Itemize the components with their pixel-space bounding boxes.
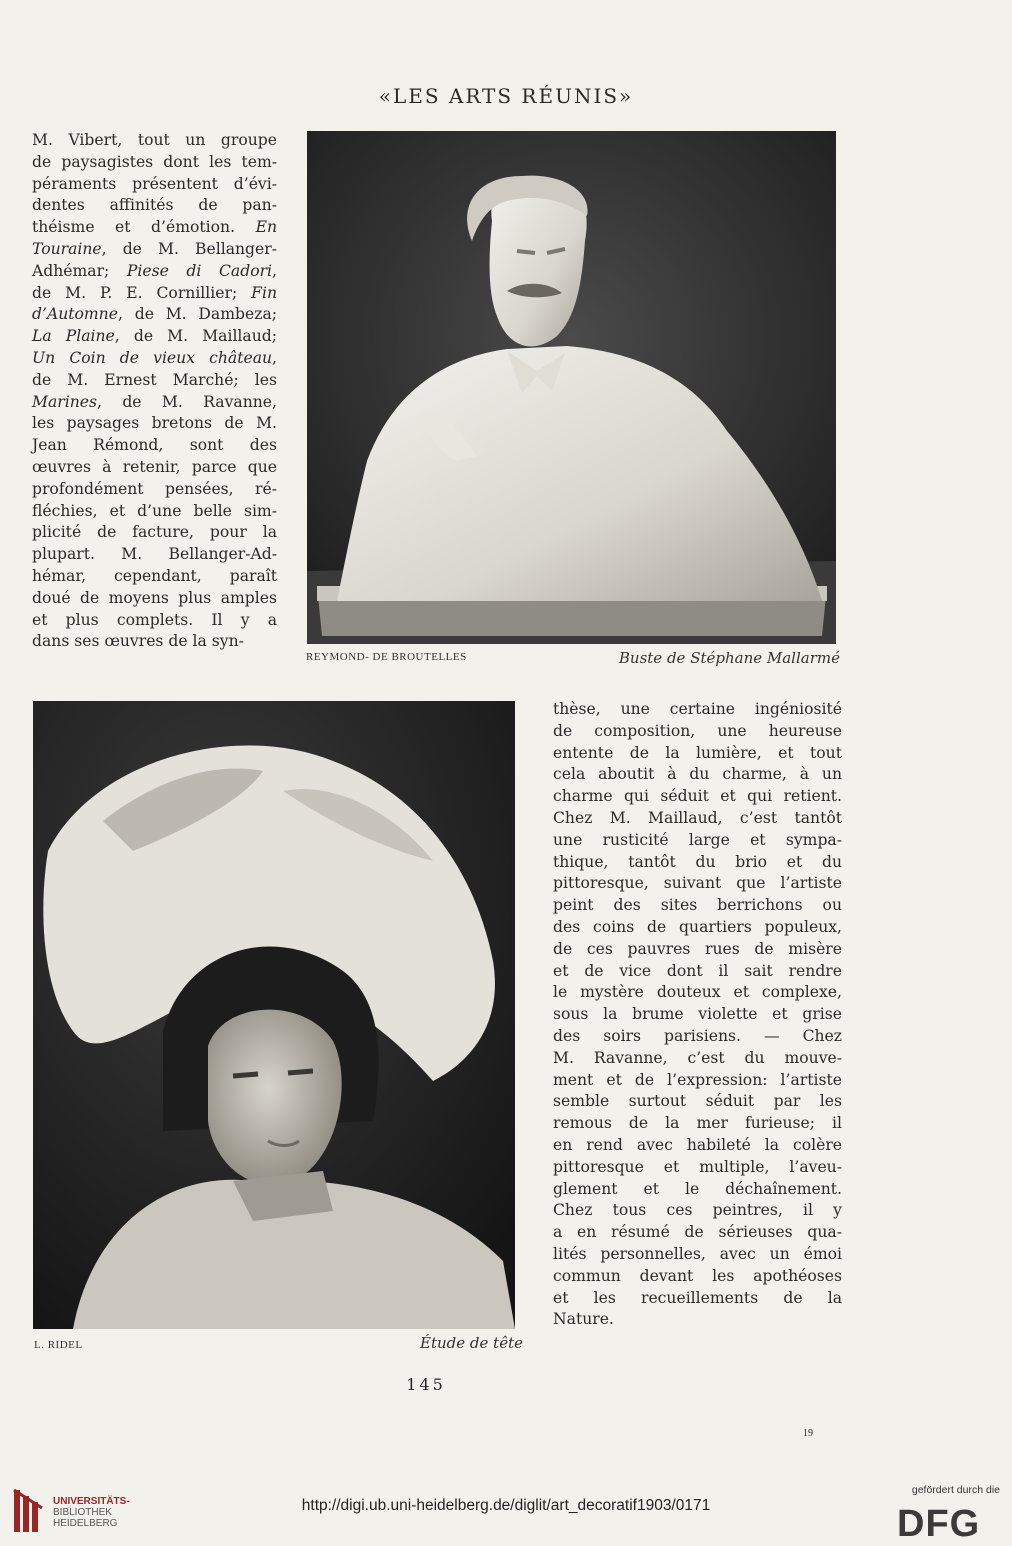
text-line: [553, 1266, 842, 1288]
text-run: commun devant les apothéoses: [553, 1266, 842, 1285]
text-run: charme qui séduit et qui retient.: [553, 787, 842, 806]
text-line: [553, 1135, 842, 1157]
text-line: [32, 174, 277, 196]
text-line: [553, 1200, 842, 1222]
text-line: [553, 1309, 842, 1331]
left-text-column: [32, 130, 277, 653]
text-run: pittoresque, suivant que l’artiste: [553, 874, 842, 893]
signature-mark: 19: [803, 1428, 813, 1439]
text-run: les paysages bretons de M.: [32, 414, 277, 433]
text-run: plicité de facture, pour la: [32, 523, 277, 542]
italic-title: Un Coin de vieux château: [32, 348, 273, 367]
text-line: [32, 348, 277, 370]
text-run: une rusticité large et sympa-: [553, 830, 842, 849]
text-line: [32, 457, 277, 479]
text-run: Chez M. Maillaud, c’est tantôt: [553, 808, 842, 827]
library-name-line: BIBLIOTHEK: [53, 1507, 112, 1518]
text-line: [32, 130, 277, 152]
text-run: des coins de quartiers populeux,: [553, 917, 842, 936]
library-name-line: UNIVERSITÄTS-: [53, 1496, 130, 1507]
text-run: pittoresque et multiple, l’aveu-: [553, 1157, 842, 1176]
text-run: de M. P. E. Cornillier;: [32, 283, 252, 302]
text-line: [553, 743, 842, 765]
text-line: [32, 501, 277, 523]
text-run: profondément pensées, ré-: [32, 479, 277, 498]
text-run: ,: [272, 261, 277, 280]
text-run: remous de la mer furieuse; il: [553, 1114, 842, 1133]
text-run: a en résumé de sérieuses qua-: [553, 1223, 842, 1242]
text-line: [32, 239, 277, 261]
text-run: des soirs parisiens. — Chez: [553, 1026, 842, 1045]
text-line: [553, 961, 842, 983]
text-run: Chez tous ces peintres, il y: [553, 1201, 842, 1220]
text-run: , de M. Maillaud;: [114, 327, 277, 346]
text-line: [553, 699, 842, 721]
text-line: [32, 217, 277, 239]
text-line: [553, 1113, 842, 1135]
text-run: ment et de l’expression: l’artiste: [553, 1070, 842, 1089]
portrait-artist-caption: L. RIDEL: [34, 1339, 83, 1351]
text-run: peint des sites berrichons ou: [553, 896, 842, 915]
text-line: [553, 982, 842, 1004]
text-run: entente de la lumière, et tout: [553, 743, 842, 762]
text-line: [32, 413, 277, 435]
text-line: [553, 1244, 842, 1266]
text-run: thèse, une certaine ingéniosité: [553, 700, 842, 718]
text-line: [32, 588, 277, 610]
text-run: en rend avec habileté la colère: [553, 1135, 842, 1154]
text-run: de ces pauvres rues de misère: [553, 939, 842, 958]
text-line: [553, 1070, 842, 1092]
right-text-column: [553, 699, 842, 1331]
text-line: [32, 152, 277, 174]
text-line: [553, 917, 842, 939]
text-line: [32, 392, 277, 414]
text-line: [553, 786, 842, 808]
page-number: 145: [406, 1375, 446, 1394]
text-run: glement et le déchaînement.: [553, 1179, 842, 1198]
text-run: dans ses œuvres de la syn-: [32, 632, 244, 651]
portrait-title-caption: Étude de tête: [420, 1334, 523, 1352]
text-run: thique, tantôt du brio et du: [553, 852, 842, 871]
text-run: de composition, une heureuse: [553, 721, 842, 740]
text-run: et les recueillements de la: [553, 1288, 842, 1307]
text-run: plupart. M. Bellanger-Ad-: [32, 545, 277, 564]
text-run: lités personnelles, avec un émoi: [553, 1244, 842, 1263]
italic-title: Piese di Cadori: [126, 261, 273, 280]
text-run: fléchies, et d’une belle sim-: [32, 501, 277, 520]
text-line: [553, 1288, 842, 1310]
text-line: [553, 1179, 842, 1201]
text-line: [32, 283, 277, 305]
text-line: [32, 544, 277, 566]
text-run: et de vice dont il sait rendre: [553, 961, 842, 980]
text-line: [32, 566, 277, 588]
text-run: théisme et d’émotion.: [32, 218, 256, 237]
text-line: [553, 1004, 842, 1026]
text-run: Adhémar;: [32, 261, 127, 280]
text-run: doué de moyens plus amples: [32, 588, 277, 607]
source-url-link[interactable]: http://digi.ub.uni-heidelberg.de/diglit/art_decoratif1903/0171: [301, 1497, 711, 1514]
text-run: M. Ravanne, c’est du mouve-: [553, 1048, 842, 1067]
text-run: Jean Rémond, sont des: [32, 436, 277, 455]
italic-title: d’Automne: [32, 305, 118, 324]
text-run: le mystère douteux et complexe,: [553, 983, 842, 1002]
library-name-line: HEIDELBERG: [53, 1518, 118, 1529]
text-line: [32, 304, 277, 326]
text-line: [553, 764, 842, 786]
italic-title: Marines: [32, 392, 97, 411]
bust-artist-caption: REYMOND- DE BROUTELLES: [306, 651, 467, 663]
text-line: [32, 195, 277, 217]
text-run: ,: [272, 348, 277, 367]
text-run: semble surtout séduit par les: [553, 1092, 842, 1111]
text-run: Nature.: [553, 1310, 614, 1329]
text-run: et plus complets. Il y a: [32, 610, 277, 629]
bust-photograph: [307, 131, 836, 644]
text-run: , de M. Dambeza;: [117, 305, 277, 324]
text-run: sous la brume violette et grise: [553, 1005, 842, 1024]
text-line: [553, 1026, 842, 1048]
text-run: hémar, cependant, paraît: [32, 566, 277, 585]
text-line: [32, 370, 277, 392]
text-run: cela aboutit à du charme, à un: [553, 765, 842, 784]
portrait-painting: [33, 701, 515, 1329]
italic-title: Fin: [251, 283, 277, 302]
text-run: , de M. Bellanger-: [101, 239, 277, 258]
bust-title-caption: Buste de Stéphane Mallarmé: [618, 649, 840, 667]
text-line: [553, 939, 842, 961]
italic-title: Touraine: [32, 239, 102, 258]
text-line: [553, 852, 842, 874]
sponsor-text: gefördert durch die: [911, 1484, 1000, 1496]
text-line: [553, 1222, 842, 1244]
text-run: dentes affinités de pan-: [32, 196, 277, 215]
text-line: [553, 873, 842, 895]
bust-image: [307, 131, 836, 644]
text-line: [32, 522, 277, 544]
text-run: de paysagistes dont les tem-: [32, 152, 277, 171]
text-run: , de M. Ravanne,: [96, 392, 277, 411]
portrait-image: [33, 701, 515, 1329]
text-line: [553, 808, 842, 830]
text-line: [553, 1048, 842, 1070]
text-run: M. Vibert, tout un groupe: [32, 131, 277, 149]
text-line: [32, 435, 277, 457]
text-line: [553, 895, 842, 917]
running-title: «LES ARTS RÉUNIS»: [378, 84, 634, 108]
text-run: de M. Ernest Marché; les: [32, 370, 277, 389]
italic-title: En: [255, 218, 277, 237]
text-line: [553, 1157, 842, 1179]
text-line: [32, 631, 277, 653]
text-line: [32, 261, 277, 283]
text-line: [32, 479, 277, 501]
text-run: péraments présentent d’évi-: [32, 174, 277, 193]
text-line: [553, 830, 842, 852]
text-line: [32, 610, 277, 632]
text-line: [32, 326, 277, 348]
italic-title: La Plaine: [32, 327, 115, 346]
text-line: [553, 1091, 842, 1113]
text-run: œuvres à retenir, parce que: [32, 457, 277, 476]
dfg-logo: DFG: [897, 1503, 981, 1545]
text-line: [553, 721, 842, 743]
